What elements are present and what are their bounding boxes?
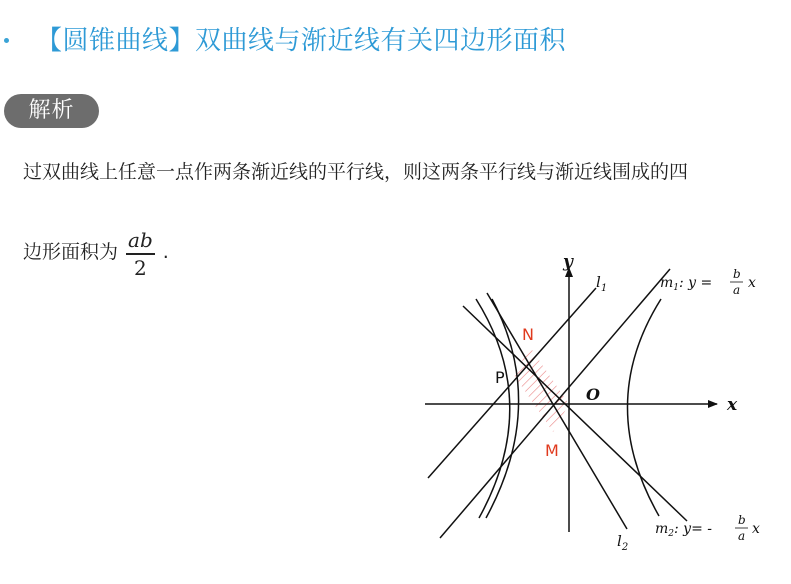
page-title: 【圆锥曲线】双曲线与渐近线有关四边形面积 [36,26,567,56]
fraction-numerator: ab [128,228,153,252]
m1-name: m [660,275,674,291]
m1-sub: 1 [673,283,680,293]
m2-sub: 2 [668,529,675,539]
analysis-badge: 解析 [4,94,99,128]
m1-fraction-num: b [733,267,741,281]
parallel-line-l1 [428,288,596,478]
m2-prefix: : y= - [674,521,713,537]
m2-suffix: x [752,521,760,537]
m1-equation [660,275,712,293]
hyperbola-left-branch-outer [476,299,510,518]
l2-base: l [617,532,622,550]
parallel-line-l2 [487,293,627,529]
l2-label [617,532,628,553]
m1-fraction-den: a [733,283,741,297]
l1-sub: 1 [600,283,608,294]
point-m-label: M [545,441,559,460]
sentence-period: . [162,240,169,263]
x-axis-label: x [727,395,738,415]
l1-base: l [596,273,601,291]
m2-fraction-den: a [738,529,746,543]
m1-prefix: : y = [679,275,713,291]
y-axis-label: y [563,252,573,272]
m2-name: m [655,521,669,537]
point-p-label: P [495,368,505,387]
l2-sub: 2 [621,542,629,553]
l1-label [596,273,607,294]
m1-suffix: x [748,275,756,291]
m2-fraction-num: b [738,513,746,527]
origin-label: O [586,385,600,404]
explanation-line-1: 过双曲线上任意一点作两条渐近线的平行线，则这两条平行线与渐近线围成的四 [23,161,689,183]
m2-equation [655,521,712,539]
hyperbola-right-branch [627,299,661,516]
fraction-denominator: 2 [134,255,147,280]
point-n-label: N [522,325,534,344]
explanation-line-2-text: 边形面积为 [23,240,119,263]
